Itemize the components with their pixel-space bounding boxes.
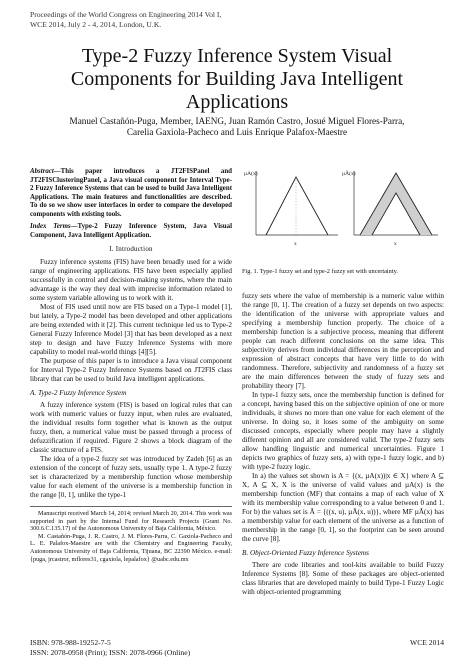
subsection-a-paragraph-2: The idea of a type-2 fuzzy set was introduced by Zadeh [6] as an extension of the concept of fuzzy sets, usually type 1. A type-2 fuzzy set is characterized by a membership function whose membership value for each element of the universe is a membership function in the range [0, 1], unlike the type-1 — [30, 455, 232, 499]
title-line-2: Components for Building Java Intelligent — [70, 68, 404, 90]
figure-fuzzy-sets — [242, 163, 444, 258]
intro-paragraph-2: Most of FIS used until now are FIS based on a Type-1 model [1], but lately, a Type-2 model has been developed and other applications are being extended with it [2]. This current technique led us to Type-2 General Fuzzy Inference Model [3] that has been developed as a next step to design and have Fuzzy Inference Systems with more capability to model real-world things [4][5]. — [30, 303, 232, 356]
right-paragraph-2: In type-1 fuzzy sets, once the membership function is defined for a concept, having based this on the subjective opinion of one or more individuals, it shows no more than one value for each element of the universe. In doing so, it loses some of the ambiguity on some discussed concepts, especially where people may have a slightly different opinion and all are considered valid. The type-2 fuzzy sets allow handling linguistic and numerical uncertainties. Figure 1 depicts two graphics of fuzzy sets, a) with type-1 fuzzy logic, and b) with type-2 fuzzy logic. — [242, 391, 444, 471]
section-heading-introduction: I. Introduction — [109, 245, 153, 253]
figure-xlabel-b: x — [394, 241, 397, 247]
subsection-heading-b: B. Object-Oriented Fuzzy Inference Systems — [242, 549, 369, 557]
footer-conference: WCE 2014 — [410, 638, 444, 647]
right-column — [242, 292, 444, 597]
title-line-1: Type-2 Fuzzy Inference System Visual — [81, 45, 393, 67]
figure-panel-type2 — [342, 169, 438, 247]
figure-ylabel-b: µÃ(x) — [342, 171, 356, 177]
footnote-manuscript: Manuscript received March 14, 2014; revised March 20, 2014. This work was supported in part by the Internal Fund for Research Projects (Grant No. 300.6.C.135.17) of the Autonomous University of Baja California, México. — [30, 510, 232, 533]
figure-caption: Fig. 1. Type-1 fuzzy set and type-2 fuzzy set with uncertainty. — [242, 268, 398, 275]
figure-ylabel-a: µA(x) — [244, 171, 258, 177]
intro-paragraph-1: Fuzzy inference systems (FIS) have been broadly used for a wide range of engineering applications. FIS have been especially applied successfully in control and decision-making systems, where the main advantage is the way they deal with imprecise information related to some system variable allowing us to work with it. — [30, 258, 232, 302]
right-paragraph-3: In a) the values set shown is A = {(x, µA(x))|x ∈ X} where A ⊆ X, A ⊆ X, X is the universe of valid values and µA(x) is the membership function (MF) that contains a map of each value of X with its membership value corresponding to a value between 0 and 1. For b) the values set is Ã = {((x, u), µÃ(x, u))}, where MF µÃ(x) has a membership value for each element of the universe as a function of membership in the range [0, 1], so the footprint can be seen around the curve [8]. — [242, 472, 444, 543]
subsection-b-paragraph: There are code libraries and tool-kits available to build Fuzzy Inference Systems [8]. Some of these packages are object-oriented class libraries that are developed mainly to build Type-1 Fuzzy Logic with object-oriented programming — [242, 561, 444, 596]
subsection-a-paragraph-1: A fuzzy inference system (FIS) is based on logical rules that can work with numeric values or fuzzy input, when rules are evaluated, the individual results form together what is known as the output fuzzy, then, a numerical value must be passed through a process of defuzzification if required. Figure 2 shows a block diagram of the classic structure of a FIS. — [30, 401, 232, 454]
paper-title — [30, 45, 444, 114]
left-column — [30, 168, 232, 563]
abstract — [30, 168, 232, 219]
subsection-heading-a: A. Type-2 Fuzzy Inference System — [30, 389, 127, 397]
running-header — [30, 10, 330, 30]
abstract-lead: Abstract — [30, 168, 54, 175]
intro-paragraph-3: The purpose of this paper is to introduce a Java visual component for Interval Type-2 Fuzzy Inference Systems based on JT2FIS class library that can be used to build Java intelligent applications. — [30, 357, 232, 383]
triangle-mf-type1 — [266, 177, 328, 235]
footnote — [30, 506, 232, 563]
header-line-1: Proceedings of the World Congress on Engineering 2014 Vol I, — [30, 10, 222, 19]
authors-line-1: Manuel Castañón-Puga, Member, IAENG, Juan Ramón Castro, Josué Miguel Flores-Parra, — [69, 116, 405, 126]
footer-isbn: ISBN: 978-988-19252-7-5 — [30, 638, 111, 647]
right-paragraph-1: fuzzy sets where the value of membership is a numeric value within the range [0, 1]. The creation of a fuzzy set depends on two aspects: the identification of the universe with appropriate values and specifying a membership function properly. The choice of a membership function is a subjective process, meaning that different people can reach different conclusions on the same idea. This subjectivity derives from individual differences in the perception and expression of abstract concepts that have very little to do with randomness. Therefore, subjectivity and randomness of a fuzzy set are the main differences between the study of fuzzy sets and probability theory [7]. — [242, 292, 444, 390]
page-footer — [30, 638, 444, 658]
footer-issn: ISSN: 2078-0958 (Print); ISSN: 2078-0966 (Online) — [30, 648, 191, 657]
figure-panel-type1 — [244, 170, 338, 247]
figure-xlabel-a: x — [294, 241, 297, 247]
index-terms — [30, 223, 232, 240]
header-line-2: WCE 2014, July 2 - 4, 2014, London, U.K. — [30, 20, 162, 29]
footnote-affiliations: M. Castañón-Puga, J. R. Castro, J. M. Flores-Parra, C. Gaxiola-Pacheco and L. E. Palafox-Maestre are with the Chemistry and Engineering Faculty, Autonomous University of Baja California, Tijuana, BC 22390 México. e-mail: {puga, jrcastror, mflores31, cgaxiola, lepalafox} @uabc.edu.mx — [30, 532, 232, 563]
abstract-text: —This paper introduces a JT2FISPanel and JT2FISClusteringPanel, a Java visual component for Interval Type-2 Fuzzy Inference Systems that can be used to build Java Intelligent Applications. The main features and functionalities are described. To do so we show user interfaces in order to compare the developed components with existing tools. — [30, 168, 232, 218]
index-terms-lead: Index Terms — [30, 223, 71, 230]
index-terms-text: —Type-2 Fuzzy Inference System, Java Visual Component, Java Intelligent Application. — [30, 223, 233, 239]
footprint-of-uncertainty — [360, 173, 432, 235]
authors-line-2: Carelia Gaxiola-Pacheco and Luis Enrique Palafox-Maestre — [126, 127, 348, 137]
author-list — [30, 116, 444, 138]
title-line-3: Applications — [185, 91, 289, 113]
